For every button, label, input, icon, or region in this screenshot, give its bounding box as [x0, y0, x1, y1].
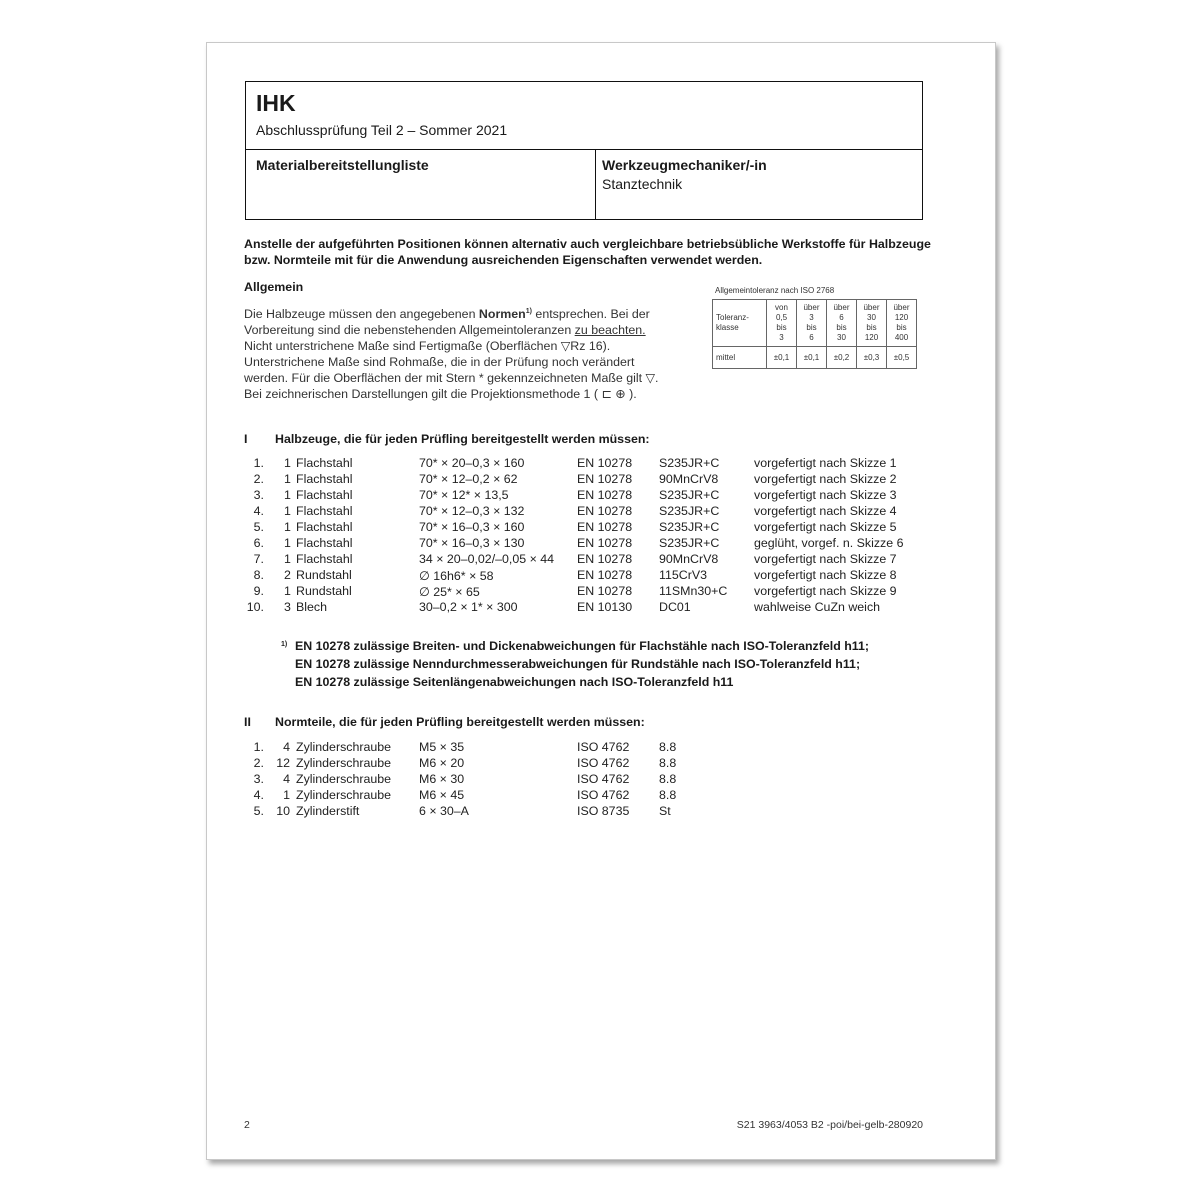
item-number: 1.: [253, 456, 264, 470]
item-dimensions: M5 × 35: [419, 740, 465, 754]
range-c: bis: [806, 323, 817, 332]
item-note: vorgefertigt nach Skizze 7: [754, 552, 897, 566]
item-norm: EN 10278: [577, 488, 633, 502]
item-note: vorgefertigt nach Skizze 2: [754, 472, 897, 486]
item-norm: EN 10278: [577, 472, 633, 486]
item-name: Zylinderschraube: [296, 756, 392, 770]
tolerance-table: [712, 299, 917, 369]
item-material: S235JR+C: [659, 504, 720, 518]
item-quantity: 4: [283, 772, 290, 786]
item-name: Zylinderschraube: [296, 740, 392, 754]
range-d: 6: [809, 333, 814, 342]
range-cell: [887, 300, 917, 347]
footnote-mark: 1): [281, 641, 288, 648]
title-block: [245, 81, 923, 220]
normen-word: Normen: [478, 307, 526, 322]
item-number: 10.: [246, 600, 264, 614]
item-material: S235JR+C: [659, 456, 720, 470]
tolerance-caption: Allgemeintoleranz nach ISO 2768: [715, 286, 835, 295]
item-name: Flachstahl: [296, 536, 353, 550]
item-norm: EN 10278: [577, 456, 633, 470]
page-number: 2: [244, 1119, 250, 1131]
item-number: 5.: [253, 804, 264, 818]
item-material: 8.8: [659, 756, 677, 770]
item-quantity: 1: [283, 788, 290, 802]
item-dimensions: 6 × 30–A: [419, 804, 469, 818]
tolerance-value: ±0,3: [857, 347, 887, 369]
section-number: I: [244, 432, 248, 446]
tol-label-bottom: klasse: [716, 323, 739, 332]
item-dimensions: 30–0,2 × 1* × 300: [419, 600, 518, 614]
document-code: S21 3963/4053 B2 -poi/bei-gelb-280920: [736, 1119, 923, 1131]
profession: Werkzeugmechaniker/-in: [602, 157, 767, 173]
range-c: bis: [836, 323, 847, 332]
item-number: 5.: [253, 520, 264, 534]
allg-line3: Nicht unterstrichene Maße sind Fertigmaße (Oberflächen ▽Rz 16).: [244, 339, 611, 354]
item-dimensions: 70* × 12–0,3 × 132: [419, 504, 525, 518]
tolerance-value: ±0,2: [827, 347, 857, 369]
item-quantity: 3: [284, 600, 291, 614]
item-dimensions: 70* × 12* × 13,5: [419, 488, 509, 502]
range-b: 120: [894, 313, 909, 322]
item-material: DC01: [659, 600, 691, 614]
footnote-line: EN 10278 zulässige Nenndurchmesserabweichungen für Rundstähle nach ISO-Toleranzfeld h11;: [295, 657, 861, 671]
range-a: über: [893, 303, 910, 312]
item-norm: EN 10278: [577, 504, 633, 518]
tolerance-class-header: [713, 300, 767, 347]
item-name: Rundstahl: [296, 584, 352, 598]
item-name: Flachstahl: [296, 504, 353, 518]
item-number: 7.: [253, 552, 264, 566]
item-name: Rundstahl: [296, 568, 352, 582]
item-name: Zylinderschraube: [296, 788, 392, 802]
item-norm: EN 10278: [577, 520, 633, 534]
item-dimensions: 34 × 20–0,02/–0,05 × 44: [419, 552, 555, 566]
range-b: 3: [809, 313, 814, 322]
item-number: 2.: [253, 756, 264, 770]
range-cell: [797, 300, 827, 347]
item-quantity: 2: [284, 568, 291, 582]
footnote-line: EN 10278 zulässige Seitenlängenabweichungen nach ISO-Toleranzfeld h11: [295, 675, 734, 689]
item-material: 11SMn30+C: [659, 584, 728, 598]
item-dimensions: 70* × 20–0,3 × 160: [419, 456, 525, 470]
range-b: 30: [867, 313, 876, 322]
range-b: 6: [839, 313, 844, 322]
item-material: 8.8: [659, 740, 677, 754]
item-name: Blech: [296, 600, 327, 614]
doc-title-cell: [246, 149, 596, 219]
item-note: vorgefertigt nach Skizze 3: [754, 488, 897, 502]
item-quantity: 1: [284, 488, 291, 502]
range-a: von: [775, 303, 788, 312]
allgemein-heading: Allgemein: [244, 280, 304, 294]
footnote-line: EN 10278 zulässige Breiten- und Dickenabweichungen für Flachstähle nach ISO-Toleranzfeld h11;: [295, 639, 870, 653]
item-norm: ISO 4762: [577, 756, 630, 770]
allg-line6: Bei zeichnerischen Darstellungen gilt die Projektionsmethode 1 ( ⊏ ⊕ ).: [244, 387, 637, 402]
item-note: vorgefertigt nach Skizze 8: [754, 568, 897, 582]
intro-note: Anstelle der aufgeführten Positionen können alternativ auch vergleichbare betriebsübliche Werkstoffe für Halbzeuge bzw. Normteile mit für die Anwendung ausreichenden Eigenschaften verwendet werden.: [244, 237, 931, 267]
item-name: Flachstahl: [296, 552, 353, 566]
item-norm: EN 10278: [577, 552, 633, 566]
item-note: vorgefertigt nach Skizze 5: [754, 520, 897, 534]
range-c: bis: [866, 323, 877, 332]
item-number: 9.: [253, 584, 264, 598]
item-note: wahlweise CuZn weich: [754, 600, 881, 614]
item-material: 8.8: [659, 772, 677, 786]
section-number: II: [244, 715, 251, 729]
item-note: geglüht, vorgef. n. Skizze 6: [754, 536, 904, 550]
item-material: 90MnCrV8: [659, 552, 719, 566]
item-dimensions: M6 × 30: [419, 772, 465, 786]
range-c: bis: [896, 323, 907, 332]
item-norm: EN 10278: [577, 584, 633, 598]
item-dimensions: M6 × 20: [419, 756, 465, 770]
allg-line1c: entsprechen. Bei der: [531, 307, 650, 322]
range-a: über: [833, 303, 850, 312]
item-dimensions: ∅ 16h6* × 58: [419, 569, 494, 583]
profession-cell: [596, 149, 922, 219]
item-quantity: 1: [284, 536, 291, 550]
normen-footnote-mark: 1): [525, 308, 532, 315]
allg-line4: Unterstrichene Maße sind Rohmaße, die in der Prüfung noch verändert: [244, 355, 635, 370]
range-b: 0,5: [775, 313, 788, 322]
allg-line5: werden. Für die Oberflächen der mit Stern * gekennzeichneten Maße gilt ▽.: [244, 371, 659, 386]
allg-line2a: Vorbereitung sind die nebenstehenden Allgemeintoleranzen: [244, 323, 575, 338]
item-quantity: 1: [284, 552, 291, 566]
item-note: vorgefertigt nach Skizze 1: [754, 456, 897, 470]
section-title: Halbzeuge, die für jeden Prüfling bereitgestellt werden müssen:: [275, 432, 650, 446]
tolerance-value: ±0,1: [797, 347, 827, 369]
item-name: Zylinderstift: [296, 804, 360, 818]
item-number: 2.: [253, 472, 264, 486]
section-title: Normteile, die für jeden Prüfling bereitgestellt werden müssen:: [275, 715, 645, 729]
item-dimensions: 70* × 16–0,3 × 160: [419, 520, 525, 534]
item-material: S235JR+C: [659, 488, 720, 502]
exam-title: Abschlussprüfung Teil 2 – Sommer 2021: [256, 122, 508, 138]
item-quantity: 1: [284, 584, 291, 598]
item-material: S235JR+C: [659, 520, 720, 534]
item-name: Flachstahl: [296, 488, 353, 502]
item-note: vorgefertigt nach Skizze 9: [754, 584, 897, 598]
item-quantity: 10: [276, 804, 290, 818]
range-d: 30: [837, 333, 846, 342]
range-d: 3: [779, 333, 784, 342]
item-material: S235JR+C: [659, 536, 720, 550]
item-note: vorgefertigt nach Skizze 4: [754, 504, 897, 518]
tolerance-class-name: mittel: [713, 347, 767, 369]
item-quantity: 1: [284, 504, 291, 518]
item-name: Zylinderschraube: [296, 772, 392, 786]
item-quantity: 1: [284, 472, 291, 486]
item-quantity: 1: [284, 456, 291, 470]
allg-line1a: Die Halbzeuge müssen den angegebenen: [244, 307, 479, 322]
title-block-top: [246, 82, 922, 150]
range-d: 120: [864, 333, 879, 342]
range-cell: [767, 300, 797, 347]
item-material: 115CrV3: [659, 568, 707, 582]
item-norm: ISO 4762: [577, 788, 630, 802]
item-norm: EN 10278: [577, 536, 633, 550]
item-dimensions: M6 × 45: [419, 788, 465, 802]
item-dimensions: ∅ 25* × 65: [419, 585, 480, 599]
item-norm: EN 10278: [577, 568, 633, 582]
doc-title: Materialbereitstellungliste: [256, 157, 429, 173]
item-norm: ISO 4762: [577, 740, 630, 754]
range-cell: [857, 300, 887, 347]
org-name: IHK: [256, 90, 296, 116]
item-norm: EN 10130: [577, 600, 633, 614]
item-name: Flachstahl: [296, 472, 353, 486]
item-material: St: [659, 804, 671, 818]
tol-label-top: Toleranz-: [716, 313, 749, 322]
footnote: [281, 637, 869, 691]
item-material: 90MnCrV8: [659, 472, 719, 486]
range-c: bis: [776, 323, 787, 332]
item-quantity: 4: [283, 740, 290, 754]
specialty: Stanztechnik: [602, 176, 683, 192]
tolerance-value: ±0,1: [767, 347, 797, 369]
item-dimensions: 70* × 16–0,3 × 130: [419, 536, 525, 550]
allg-line2b: zu beachten.: [574, 323, 646, 338]
item-name: Flachstahl: [296, 456, 353, 470]
item-number: 3.: [253, 488, 264, 502]
item-norm: ISO 8735: [577, 804, 630, 818]
item-quantity: 12: [276, 756, 290, 770]
range-d: 400: [894, 333, 909, 342]
range-cell: [827, 300, 857, 347]
range-a: über: [863, 303, 880, 312]
allgemein-text: [244, 304, 704, 402]
item-name: Flachstahl: [296, 520, 353, 534]
tolerance-value: ±0,5: [887, 347, 917, 369]
item-quantity: 1: [284, 520, 291, 534]
range-a: über: [803, 303, 820, 312]
item-dimensions: 70* × 12–0,2 × 62: [419, 472, 518, 486]
item-norm: ISO 4762: [577, 772, 630, 786]
item-number: 1.: [253, 740, 264, 754]
item-number: 3.: [253, 772, 264, 786]
item-number: 6.: [253, 536, 264, 550]
item-number: 4.: [253, 788, 264, 802]
item-number: 8.: [253, 568, 264, 582]
item-number: 4.: [253, 504, 264, 518]
item-material: 8.8: [659, 788, 677, 802]
document-page: [206, 42, 996, 1160]
